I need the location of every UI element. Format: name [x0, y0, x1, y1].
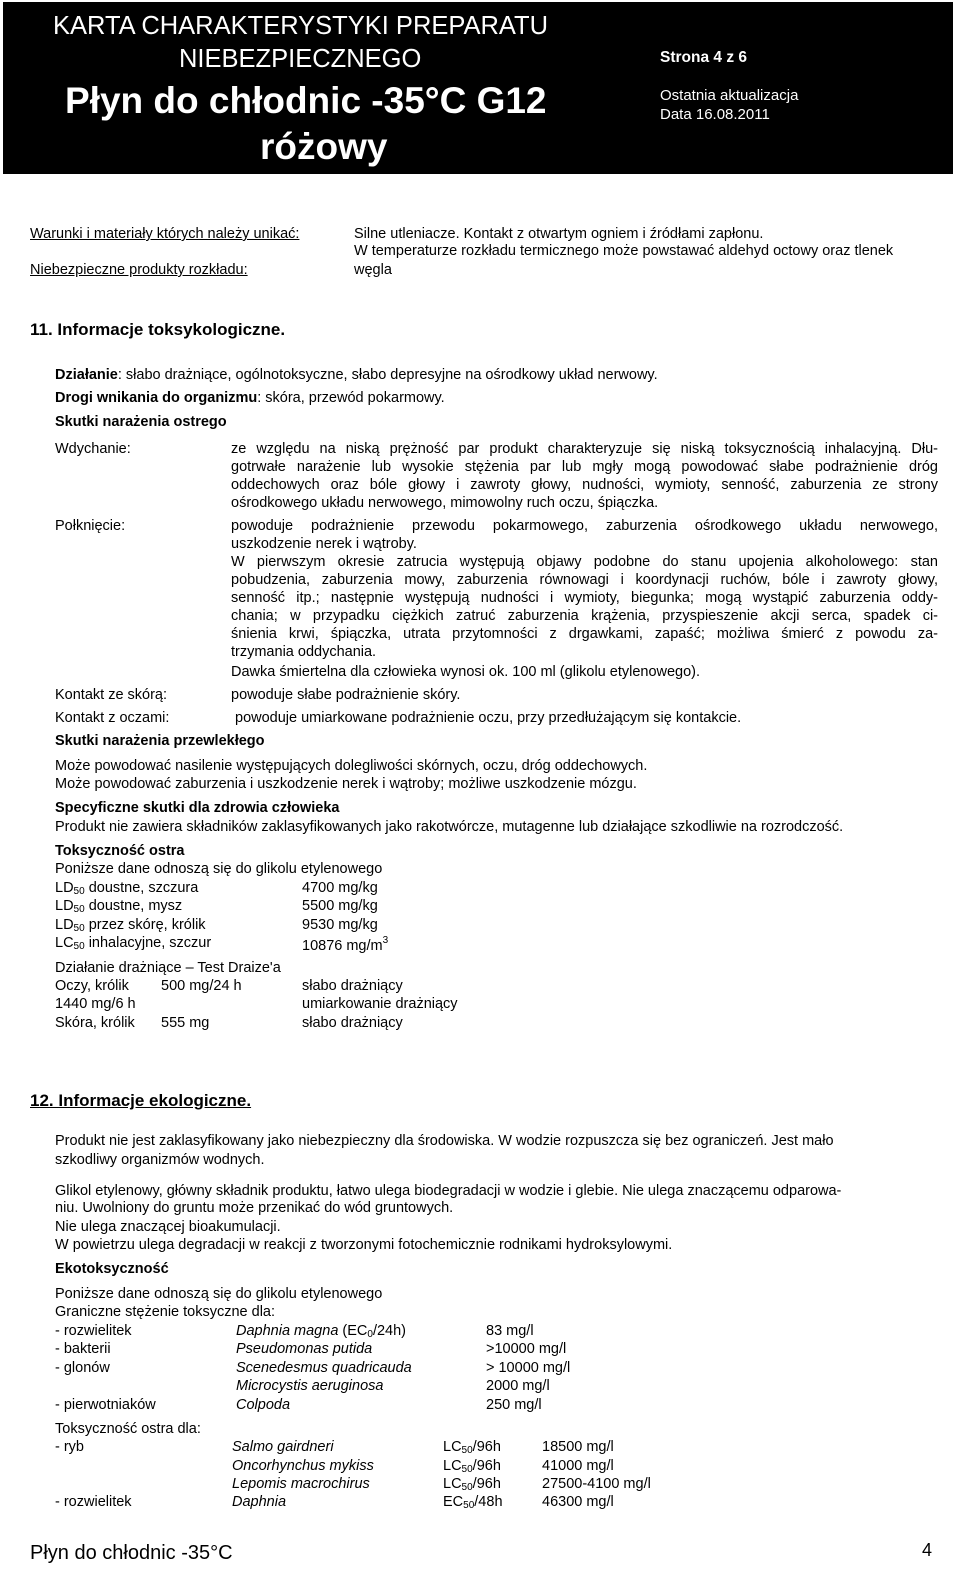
threshold-value: 83 mg/l — [486, 1323, 534, 1339]
acute-value: 18500 mg/l — [542, 1439, 614, 1455]
decomposition-value-line2: węgla — [354, 262, 392, 278]
threshold-value: > 10000 mg/l — [486, 1360, 571, 1376]
eye-contact-text: powoduje umiarkowane podrażnienie oczu, przy przedłużającym się kontakcie. — [235, 710, 742, 726]
threshold-value: 2000 mg/l — [486, 1378, 550, 1394]
decomposition-label: Niebezpieczne produkty rozkładu: — [30, 262, 248, 278]
eco-para2-line3: Nie ulega znaczącej bioakumulacji. — [55, 1219, 281, 1235]
acute-group: - rozwielitek — [55, 1494, 132, 1510]
eco-para1-line2: szkodliwy organizmów wodnych. — [55, 1152, 265, 1168]
eye-contact-label: Kontakt z oczami: — [55, 710, 170, 726]
eco-para2-line4: W powietrzu ulega degradacji w reakcji z tworzonymi fotochemicznie rodnikami hydroksylowymi. — [55, 1237, 673, 1253]
header-title-block — [3, 2, 633, 174]
acute-sub: 50 — [463, 1500, 475, 1511]
chronic-effects-heading: Skutki narażenia przewlekłego — [55, 733, 265, 749]
exposure-routes-label: Drogi wnikania do organizmu — [55, 390, 258, 406]
threshold-species — [236, 1341, 372, 1357]
acute-metric: $EC_{50}/48h$ — [443, 1494, 503, 1511]
threshold-group: - bakterii — [55, 1341, 111, 1357]
specific-effects-heading: Specyficzne skutki dla zdrowia człowieka — [55, 800, 340, 816]
ld-sub: 50 — [73, 941, 85, 952]
ingestion-text-line8: trzymania oddychania. — [231, 644, 377, 660]
ld-value: 10876 $mg/m^3$ — [302, 935, 389, 954]
footer-product: Płyn do chłodnic -35°C — [30, 1542, 233, 1564]
exposure-routes-text: : skóra, przewód pokarmowy. — [257, 390, 445, 406]
footer-page-number: 4 — [922, 1540, 933, 1560]
acute-species: Oncorhynchus mykiss — [232, 1458, 374, 1474]
document-title-line2: NIEBEZPIECZNEGO — [179, 45, 422, 73]
threshold-sub: 0 — [367, 1329, 373, 1340]
ld-value: 4700 mg/kg — [302, 880, 378, 896]
draize-dose: 500 mg/24 h — [161, 978, 242, 994]
skin-contact-text: powoduje słabe podrażnienie skóry. — [231, 687, 461, 703]
acute-toxicity-heading: Toksyczność ostra — [55, 843, 185, 859]
ingestion-text-line5: senność itp.; następnie występują nudności i wymioty, biegunka; mogą wystąpić zaburzenia oddy- — [231, 590, 938, 606]
acute-group: - ryb — [55, 1439, 84, 1455]
eco-para2-line2: niu. Uwolniony do gruntu może przenikać do wód gruntowych. — [55, 1200, 454, 1216]
threshold-species-name: Microcystis aeruginosa — [236, 1378, 384, 1394]
acute-metric: $LC_{50}/96h$ — [443, 1458, 501, 1475]
document-header — [3, 2, 953, 174]
threshold-value: >10000 mg/l — [486, 1341, 567, 1357]
ld-route: $LD_{50}$ doustne, szczura — [55, 880, 199, 897]
draize-subject: 1440 mg/6 h — [55, 996, 136, 1012]
header-meta-block — [644, 2, 953, 174]
ld-value: 9530 mg/kg — [302, 917, 378, 933]
ingestion-text-line7: śnienia krwi, śpiączka, utrata przytomności z drgawkami, zapaść; możliwa śmierć z powodu za- — [231, 626, 938, 642]
acute-species: Lepomis macrochirus — [232, 1476, 370, 1492]
ecotoxicity-intro: Poniższe dane odnoszą się do glikolu etylenowego — [55, 1286, 383, 1302]
product-name-line1: Płyn do chłodnic -35°C G12 — [65, 80, 547, 121]
draize-subject: Skóra, królik — [55, 1015, 135, 1031]
inhalation-text-line2: gotrwałe narażenie lub wysokie stężenia par lub mgły mogą powodować słabe podrażnienie dróg — [231, 459, 938, 475]
eco-para2-line1: Glikol etylenowy, główny składnik produktu, łatwo ulega biodegradacji w wodzie i glebie. Nie ulega znaczącemu odparowa- — [55, 1183, 842, 1199]
ld-route: $LC_{50}$ inhalacyjne, szczur — [55, 935, 212, 952]
acute-sub: 50 — [461, 1482, 473, 1493]
threshold-group: - pierwotniaków — [55, 1397, 156, 1413]
threshold-species: Daphnia magna $(EC_0/24h)$ — [236, 1323, 407, 1340]
ld-route: $LD_{50}$ doustne, mysz — [55, 898, 183, 915]
update-label: Ostatnia aktualizacja — [660, 87, 799, 104]
acute-eco-label: Toksyczność ostra dla: — [55, 1421, 201, 1437]
acute-species: Daphnia — [232, 1494, 287, 1510]
acute-value: 41000 mg/l — [542, 1458, 614, 1474]
threshold-species — [236, 1360, 412, 1376]
draize-result: słabo drażniący — [302, 1015, 403, 1031]
ld-sub: 50 — [73, 904, 85, 915]
threshold-species-name: Colpoda — [236, 1397, 291, 1413]
document-title-line1: KARTA CHARAKTERYSTYKI PREPARATU — [53, 12, 549, 40]
ld-route: $LD_{50}$ przez skórę, królik — [55, 917, 206, 934]
ld-sub: 50 — [73, 923, 85, 934]
draize-dose: 555 mg — [161, 1015, 210, 1031]
acute-species: Salmo gairdneri — [232, 1439, 334, 1455]
acute-value: 46300 mg/l — [542, 1494, 614, 1510]
chronic-effects-line1: Może powodować nasilenie występujących dolegliwości skórnych, oczu, dróg oddechowych. — [55, 758, 648, 774]
acute-metric: $LC_{50}/96h$ — [443, 1439, 501, 1456]
specific-effects-text: Produkt nie zawiera składników zaklasyfikowanych jako rakotwórcze, mutagenne lub działające szkodliwie na rozrodczość. — [55, 819, 844, 835]
ingestion-label: Połknięcie: — [55, 518, 126, 534]
draize-subject: Oczy, królik — [55, 978, 129, 994]
threshold-species — [236, 1378, 383, 1394]
acute-metric: $LC_{50}/96h$ — [443, 1476, 501, 1493]
conditions-avoid-value: Silne utleniacze. Kontakt z otwartym ogniem i źródłami zapłonu. — [354, 226, 764, 242]
ingestion-text-line3: W pierwszym okresie zatrucia występują objawy podobne do stanu upojenia alkoholowego: stan — [231, 554, 938, 570]
threshold-species-name: Scenedesmus quadricauda — [236, 1360, 412, 1376]
threshold-species — [236, 1397, 290, 1413]
page-indicator: Strona 4 z 6 — [660, 49, 747, 66]
effect-text: : słabo drażniące, ogólnotoksyczne, słabo depresyjne na ośrodkowy układ nerwowy. — [117, 367, 658, 383]
ld-value: 5500 mg/kg — [302, 898, 378, 914]
ingestion-text-line9: Dawka śmiertelna dla człowieka wynosi ok. 100 ml (glikolu etylenowego). — [231, 664, 701, 680]
ld-sub: 50 — [73, 886, 85, 897]
effect-label: Działanie — [55, 367, 118, 383]
section-11-heading: 11. Informacje toksykologiczne. — [30, 320, 286, 339]
inhalation-text-line4: ośrodkowego układu nerwowego, mimowolny ruch oczu, śpiączka. — [231, 495, 659, 511]
threshold-value: 250 mg/l — [486, 1397, 542, 1413]
ingestion-text-line1: powoduje podrażnienie przewodu pokarmowego, zaburzenia ośrodkowego układu nerwowego, — [231, 518, 938, 534]
chronic-effects-line2: Może powodować zaburzenia i uszkodzenie nerek i wątroby; możliwe uszkodzenie mózgu. — [55, 776, 637, 792]
acute-toxicity-intro: Poniższe dane odnoszą się do glikolu etylenowego — [55, 861, 383, 877]
effect-line — [55, 367, 658, 383]
draize-heading: Działanie drażniące – Test Draize'a — [55, 960, 281, 976]
inhalation-text-line3: oddechowych oraz bóle głowy i zawroty głowy, nudności, wymioty, senność, zaburzenia ze strony — [231, 477, 938, 493]
conditions-avoid-label: Warunki i materiały których należy unikać: — [30, 226, 300, 242]
draize-result: słabo drażniący — [302, 978, 403, 994]
acute-value: 27500-4100 mg/l — [542, 1476, 651, 1492]
product-name-line2: różowy — [260, 126, 388, 167]
ingestion-text-line6: chania; w przypadku ciężkich zatruć zaburzenia krążenia, przyspieszenie akcji serca, spadek ci- — [231, 608, 938, 624]
inhalation-text-line1: ze względu na niską prężność par produkt charakteryzuje się niską toksycznością inhalacyjną. Dłu- — [231, 441, 938, 457]
draize-result: umiarkowanie drażniący — [302, 996, 458, 1012]
update-date: Data 16.08.2011 — [660, 106, 770, 123]
skin-contact-label: Kontakt ze skórą: — [55, 687, 168, 703]
acute-sub: 50 — [461, 1445, 473, 1456]
inhalation-label: Wdychanie: — [55, 441, 131, 457]
threshold-species-name: Pseudomonas putida — [236, 1341, 373, 1357]
threshold-group: - rozwielitek — [55, 1323, 132, 1339]
decomposition-value-line1: W temperaturze rozkładu termicznego może powstawać aldehyd octowy oraz tlenek — [354, 243, 894, 259]
eco-para1-line1: Produkt nie jest zaklasyfikowany jako niebezpieczny dla środowiska. W wodzie rozpuszcza się bez ograniczeń. Jest mało — [55, 1133, 834, 1149]
ingestion-text-line2: uszkodzenie nerek i wątroby. — [231, 536, 417, 552]
acute-sub: 50 — [461, 1464, 473, 1475]
section-12-heading: 12. Informacje ekologiczne. — [30, 1091, 252, 1110]
ld-sup: 3 — [382, 935, 389, 946]
ecotoxicity-heading: Ekotoksyczność — [55, 1261, 169, 1277]
exposure-routes-line — [55, 390, 445, 406]
threshold-label: Graniczne stężenie toksyczne dla: — [55, 1304, 276, 1320]
threshold-group: - glonów — [55, 1360, 110, 1376]
acute-effects-heading: Skutki narażenia ostrego — [55, 414, 227, 430]
threshold-species-name: Daphnia magna — [236, 1323, 339, 1339]
ingestion-text-line4: pobudzenia, zaburzenia mowy, zaburzenia równowagi i koordynacji ruchów, bóle i zawroty głowy, — [231, 572, 938, 588]
